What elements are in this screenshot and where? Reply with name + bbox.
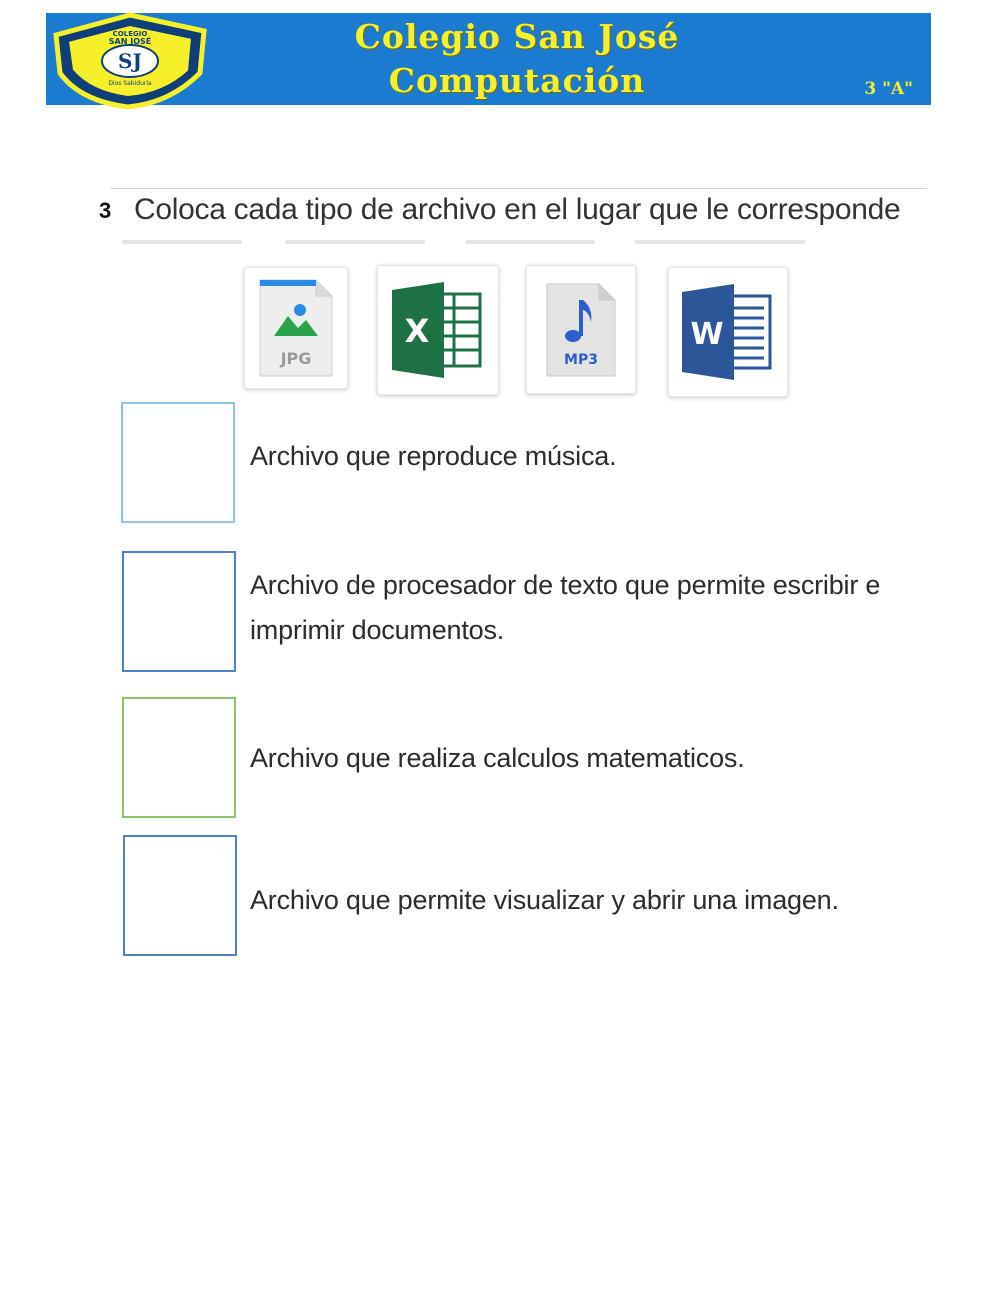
item-description: Archivo de procesador de texto que permite escribir e imprimir documentos. xyxy=(250,570,881,645)
divider xyxy=(122,240,242,244)
jpg-file-tile[interactable] xyxy=(244,267,348,389)
answer-drop-box[interactable] xyxy=(123,835,237,956)
question-text: Coloca cada tipo de archivo en el lugar que le corresponde xyxy=(134,193,901,226)
svg-text:SAN JOSÉ: SAN JOSÉ xyxy=(108,37,152,46)
answer-drop-box[interactable] xyxy=(122,697,236,818)
svg-text:X: X xyxy=(404,312,430,350)
item-description: Archivo que reproduce música. xyxy=(250,441,617,471)
word-icon xyxy=(678,280,778,384)
school-name: Colegio San José xyxy=(354,17,680,56)
excel-icon xyxy=(388,278,488,382)
subject-title: Computación xyxy=(388,61,646,100)
jpg-file-icon xyxy=(256,276,336,380)
svg-text:Dios Sabiduría: Dios Sabiduría xyxy=(108,80,152,87)
svg-text:W: W xyxy=(690,317,724,352)
svg-text:SJ: SJ xyxy=(118,49,142,73)
divider xyxy=(465,240,595,244)
svg-text:MP3: MP3 xyxy=(564,351,598,368)
item-description: Archivo que realiza calculos matematicos. xyxy=(250,743,745,773)
word-file-tile[interactable] xyxy=(668,267,788,397)
item-description: Archivo que permite visualizar y abrir una imagen. xyxy=(250,885,839,915)
question-number: 3 xyxy=(99,198,112,223)
header-banner xyxy=(46,13,931,105)
divider xyxy=(285,240,425,244)
divider xyxy=(110,188,927,189)
mp3-file-icon xyxy=(541,278,621,382)
answer-drop-box[interactable] xyxy=(122,551,236,672)
svg-text:COLEGIO: COLEGIO xyxy=(112,30,148,38)
answer-drop-box[interactable] xyxy=(121,402,235,523)
divider xyxy=(635,240,805,244)
excel-file-tile[interactable] xyxy=(377,265,499,395)
mp3-file-tile[interactable] xyxy=(526,265,636,394)
svg-text:JPG: JPG xyxy=(280,349,312,368)
grade-label: 3 "A" xyxy=(864,79,913,99)
